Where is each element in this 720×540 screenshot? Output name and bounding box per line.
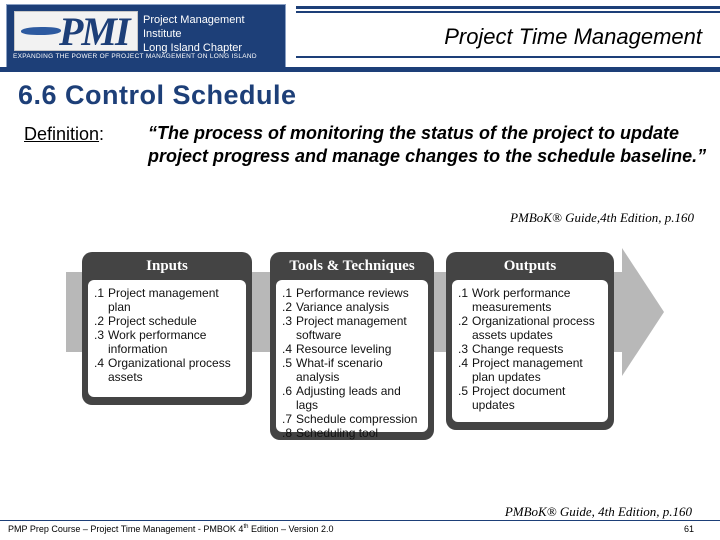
inputs-list	[88, 280, 246, 397]
list-item	[282, 426, 422, 440]
list-item-text: Scheduling tool	[296, 426, 379, 440]
list-item	[458, 356, 602, 384]
list-item-number: .7	[282, 412, 293, 426]
tools-list	[276, 280, 428, 440]
process-diagram	[66, 248, 664, 438]
list-item-number: .1	[94, 286, 105, 300]
list-item	[282, 384, 422, 412]
list-item-text: Organizational process assets	[108, 356, 231, 384]
list-item-number: .1	[458, 286, 469, 300]
footer-superscript: th	[243, 524, 249, 530]
list-item-number: .2	[94, 314, 105, 328]
list-item	[282, 342, 422, 356]
definition-label-text: Definition	[24, 124, 100, 144]
list-item-number: .4	[282, 342, 293, 356]
list-item	[282, 314, 422, 342]
list-item-text: Project document updates	[472, 384, 566, 412]
list-item-number: .8	[282, 426, 293, 440]
list-item-text: Performance reviews	[296, 286, 409, 300]
list-item-text: Adjusting leads and lags	[296, 384, 401, 412]
list-item-number: .2	[282, 300, 293, 314]
long-island-map-icon	[21, 27, 61, 35]
list-item-text: Project management plan	[108, 286, 219, 314]
pmi-logo-letters: PMI	[59, 11, 129, 51]
list-item-number: .5	[458, 384, 469, 398]
list-item	[94, 286, 240, 314]
list-item-text: What-if scenario analysis	[296, 356, 383, 384]
list-item	[282, 412, 422, 426]
list-item-text: Project management plan updates	[472, 356, 583, 384]
footer-text	[8, 524, 334, 534]
header-stripe	[296, 11, 720, 13]
footer-text-end: Edition – Version 2.0	[248, 524, 334, 534]
header-rule	[296, 56, 720, 58]
definition-colon: :	[99, 124, 105, 144]
list-item-number: .6	[282, 384, 293, 398]
footer-rule	[0, 520, 720, 521]
list-item-number: .4	[458, 356, 469, 370]
list-item-number: .4	[94, 356, 105, 370]
page-number: 61	[683, 524, 694, 534]
list-item	[282, 286, 422, 300]
list-item-number: .3	[94, 328, 105, 342]
header-stripe	[296, 6, 720, 9]
list-item-text: Variance analysis	[296, 300, 390, 314]
outputs-list	[452, 280, 608, 422]
tools-title: Tools & Techniques	[289, 258, 415, 274]
list-item	[94, 314, 240, 328]
list-item	[458, 342, 602, 356]
list-item-number: .5	[282, 356, 293, 370]
list-item-number: .2	[458, 314, 469, 328]
list-item	[94, 356, 240, 384]
list-item-text: Organizational process assets updates	[472, 314, 595, 342]
list-item	[458, 286, 602, 314]
list-item	[458, 314, 602, 342]
list-item	[94, 328, 240, 356]
list-item-text: Project schedule	[108, 314, 197, 328]
inputs-panel	[82, 252, 252, 405]
list-item-text: Resource leveling	[296, 342, 392, 356]
list-item-number: .1	[282, 286, 293, 300]
list-item-number: .3	[282, 314, 293, 328]
logo-institute-line1: Project Management Institute	[143, 14, 245, 40]
citation-bottom: PMBoK® Guide, 4th Edition, p.160	[504, 504, 692, 519]
logo-institute-name	[143, 13, 285, 55]
list-item-text: Project management software	[296, 314, 407, 342]
inputs-title: Inputs	[146, 258, 188, 274]
list-item-number: .3	[458, 342, 469, 356]
header-divider	[0, 67, 720, 72]
tools-panel	[270, 252, 434, 440]
pmi-logo	[6, 4, 286, 68]
list-item	[458, 384, 602, 412]
logo-tagline: EXPANDING THE POWER OF PROJECT MANAGEMENT ON LONG ISLAND	[13, 53, 257, 60]
list-item	[282, 300, 422, 314]
outputs-panel	[446, 252, 614, 430]
list-item-text: Work performance measurements	[472, 286, 571, 314]
outputs-title: Outputs	[503, 258, 557, 274]
header-title: Project Time Management	[444, 24, 702, 49]
pmi-logo-mark	[14, 11, 138, 51]
footer-text-start: PMP Prep Course – Project Time Management - PMBOK 4	[8, 524, 244, 534]
definition-text: “The process of monitoring the status of the project to update project progress and manage changes to the schedule baseline.”	[148, 123, 707, 166]
list-item	[282, 356, 422, 384]
list-item-text: Change requests	[472, 342, 564, 356]
list-item-text: Schedule compression	[296, 412, 418, 426]
list-item-text: Work performance information	[108, 328, 207, 356]
section-title: 6.6 Control Schedule	[18, 80, 297, 110]
definition-label	[24, 124, 104, 145]
logo-institute-line2: Long Island Chapter	[143, 42, 243, 54]
citation-top: PMBoK® Guide,4th Edition, p.160	[510, 210, 694, 225]
